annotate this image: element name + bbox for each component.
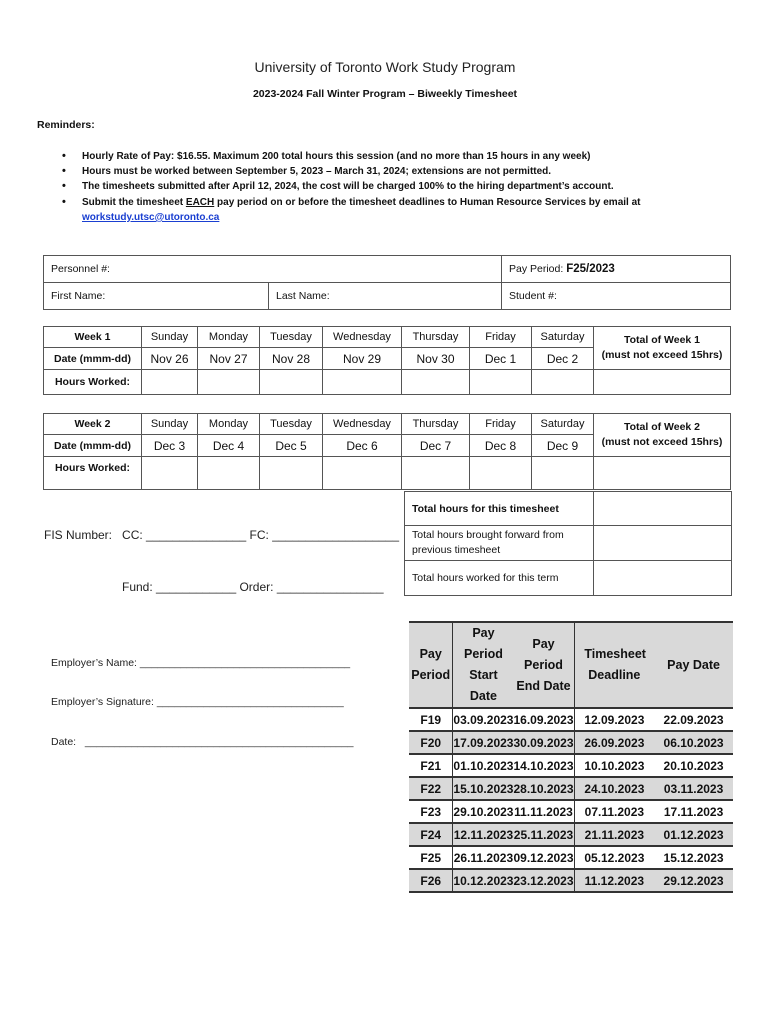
total-timesheet-label: Total hours for this timesheet xyxy=(405,492,594,526)
deadline: 05.12.2023 xyxy=(574,846,654,869)
deadline: 21.11.2023 xyxy=(574,823,654,846)
day-header: Monday xyxy=(198,327,260,348)
pay-date: 29.12.2023 xyxy=(654,869,733,892)
week-label: Week 1 xyxy=(44,327,142,348)
pay-schedule-row xyxy=(409,777,733,800)
end-date: 16.09.2023 xyxy=(513,708,574,731)
col-header-start-date xyxy=(453,622,514,708)
hours-input[interactable] xyxy=(532,370,594,395)
first-name-field[interactable] xyxy=(44,283,269,310)
personnel-info-table xyxy=(43,255,731,310)
week-total-input[interactable] xyxy=(594,457,731,490)
start-date: 17.09.2023 xyxy=(453,731,514,754)
header-text: Pay Period Start Date xyxy=(463,626,503,703)
header-text: Pay Date xyxy=(667,657,720,672)
day-header: Wednesday xyxy=(323,327,402,348)
day-header: Thursday xyxy=(402,327,470,348)
date-cell: Dec 2 xyxy=(532,348,594,370)
personnel-number-field[interactable] xyxy=(44,256,502,283)
pay-period-value: F25/2023 xyxy=(566,263,615,275)
pay-date: 03.11.2023 xyxy=(654,777,733,800)
pay-schedule-row xyxy=(409,708,733,731)
end-date: 11.11.2023 xyxy=(513,800,574,823)
term-total-input[interactable] xyxy=(594,561,732,596)
cc-field[interactable]: _______________ xyxy=(146,528,247,542)
week-total-label: Total of Week 2 xyxy=(623,421,701,433)
pay-date: 20.10.2023 xyxy=(654,754,733,777)
hours-worked-label: Hours Worked: xyxy=(44,457,142,490)
pay-date: 15.12.2023 xyxy=(654,846,733,869)
end-date: 30.09.2023 xyxy=(513,731,574,754)
pay-schedule-row xyxy=(409,800,733,823)
date-label: Date (mmm-dd) xyxy=(44,348,142,370)
day-header: Wednesday xyxy=(323,414,402,435)
date-cell: Dec 6 xyxy=(323,435,402,457)
first-name-label: First Name: xyxy=(51,290,106,302)
pay-period-code: F23 xyxy=(409,800,453,823)
start-date: 03.09.2023 xyxy=(453,708,514,731)
reminder-item-submit xyxy=(62,195,742,225)
start-date: 01.10.2023 xyxy=(453,754,514,777)
deadline: 26.09.2023 xyxy=(574,731,654,754)
date-cell: Nov 30 xyxy=(402,348,470,370)
reminder-item: • Hours must be worked between September 5, 2023 – March 31, 2024; extensions are not permitted. xyxy=(62,164,742,179)
brought-forward-input[interactable] xyxy=(594,526,732,561)
col-header-pay-period xyxy=(409,622,453,708)
employer-date-label: Date: xyxy=(51,736,77,748)
reminder-text: pay period on or before the timesheet deadlines to Human Resource Services by email at xyxy=(214,196,641,208)
day-header: Thursday xyxy=(402,414,470,435)
date-cell: Dec 9 xyxy=(532,435,594,457)
employer-date-row xyxy=(51,736,354,748)
pay-period-code: F26 xyxy=(409,869,453,892)
reminders-list xyxy=(62,149,742,225)
pay-schedule-row xyxy=(409,823,733,846)
order-field[interactable]: ________________ xyxy=(276,580,384,594)
col-header-deadline xyxy=(574,622,654,708)
date-cell: Nov 26 xyxy=(142,348,198,370)
start-date: 26.11.2023 xyxy=(453,846,514,869)
term-total-label: Total hours worked for this term xyxy=(405,561,594,596)
pay-period-code: F24 xyxy=(409,823,453,846)
pay-schedule-row xyxy=(409,846,733,869)
hours-input[interactable] xyxy=(260,457,323,490)
pay-period-code: F25 xyxy=(409,846,453,869)
student-number-field[interactable] xyxy=(502,283,731,310)
day-header: Tuesday xyxy=(260,327,323,348)
pay-date: 22.09.2023 xyxy=(654,708,733,731)
emphasis-each: EACH xyxy=(185,196,215,208)
pay-period-code: F22 xyxy=(409,777,453,800)
end-date: 23.12.2023 xyxy=(513,869,574,892)
date-cell: Dec 3 xyxy=(142,435,198,457)
document-subtitle: 2023-2024 Fall Winter Program – Biweekly Timesheet xyxy=(252,88,518,100)
week-total-header xyxy=(594,414,731,457)
date-cell: Dec 5 xyxy=(260,435,323,457)
last-name-label: Last Name: xyxy=(276,290,330,302)
date-cell: Dec 4 xyxy=(198,435,260,457)
employer-name-field[interactable]: ____________________________________ xyxy=(139,657,351,669)
pay-date: 01.12.2023 xyxy=(654,823,733,846)
date-cell: Dec 7 xyxy=(402,435,470,457)
date-cell: Nov 29 xyxy=(323,348,402,370)
hours-input[interactable] xyxy=(142,370,198,395)
hours-input[interactable] xyxy=(323,457,402,490)
pay-date: 17.11.2023 xyxy=(654,800,733,823)
pay-schedule-row xyxy=(409,869,733,892)
week-label: Week 2 xyxy=(44,414,142,435)
total-timesheet-input[interactable] xyxy=(594,492,732,526)
email-link[interactable]: workstudy.utsc@utoronto.ca xyxy=(82,211,220,223)
hours-input[interactable] xyxy=(402,370,470,395)
header-text: Timesheet Deadline xyxy=(584,647,646,682)
pay-period-code: F20 xyxy=(409,731,453,754)
fis-label: FIS Number: xyxy=(44,528,113,542)
hours-input[interactable] xyxy=(142,457,198,490)
day-header: Saturday xyxy=(532,327,594,348)
pay-schedule-table xyxy=(409,621,733,893)
date-cell: Dec 1 xyxy=(470,348,532,370)
pay-period-field[interactable] xyxy=(502,256,731,283)
employer-name-row xyxy=(51,657,350,669)
employer-signature-row xyxy=(51,696,344,708)
day-header: Friday xyxy=(470,327,532,348)
document-title: University of Toronto Work Study Program xyxy=(254,59,516,75)
week-total-header xyxy=(594,327,731,370)
brought-forward-label: Total hours brought forward from previous timesheet xyxy=(405,526,594,561)
week-total-note: (must not exceed 15hrs) xyxy=(601,349,723,361)
col-header-end-date xyxy=(513,622,574,708)
deadline: 07.11.2023 xyxy=(574,800,654,823)
last-name-field[interactable] xyxy=(269,283,502,310)
reminder-text: Submit the timesheet xyxy=(82,196,186,208)
reminder-item: • The timesheets submitted after April 12, 2024, the cost will be charged 100% to the hiring department’s account. xyxy=(62,179,742,194)
end-date: 28.10.2023 xyxy=(513,777,574,800)
pay-schedule-row xyxy=(409,731,733,754)
employer-signature-label: Employer’s Signature: xyxy=(51,696,154,708)
week-total-note: (must not exceed 15hrs) xyxy=(601,436,723,448)
fund-order-row xyxy=(122,580,384,594)
employer-date-field[interactable]: ______________________________________________ xyxy=(84,736,354,748)
day-header: Saturday xyxy=(532,414,594,435)
hours-input[interactable] xyxy=(402,457,470,490)
pay-schedule-row xyxy=(409,754,733,777)
hours-totals-table xyxy=(404,491,732,596)
personnel-label: Personnel #: xyxy=(51,263,110,275)
fc-field[interactable]: ___________________ xyxy=(272,528,399,542)
date-cell: Nov 27 xyxy=(198,348,260,370)
day-header: Sunday xyxy=(142,327,198,348)
date-cell: Nov 28 xyxy=(260,348,323,370)
pay-period-code: F21 xyxy=(409,754,453,777)
fis-number-row xyxy=(44,528,399,542)
day-header: Monday xyxy=(198,414,260,435)
deadline: 24.10.2023 xyxy=(574,777,654,800)
date-label: Date (mmm-dd) xyxy=(44,435,142,457)
cc-label: CC: xyxy=(122,528,143,542)
fc-label: FC: xyxy=(249,528,269,542)
student-number-label: Student #: xyxy=(509,290,557,302)
week-total-label: Total of Week 1 xyxy=(623,334,701,346)
fund-label: Fund: xyxy=(122,580,153,594)
hours-input[interactable] xyxy=(198,457,260,490)
order-label: Order: xyxy=(239,580,274,594)
end-date: 25.11.2023 xyxy=(513,823,574,846)
end-date: 09.12.2023 xyxy=(513,846,574,869)
start-date: 12.11.2023 xyxy=(453,823,514,846)
day-header: Sunday xyxy=(142,414,198,435)
pay-period-label: Pay Period: xyxy=(509,263,567,275)
date-cell: Dec 8 xyxy=(470,435,532,457)
day-header: Tuesday xyxy=(260,414,323,435)
week-total-input[interactable] xyxy=(594,370,731,395)
hours-worked-label: Hours Worked: xyxy=(44,370,142,395)
hours-input[interactable] xyxy=(532,457,594,490)
fund-field[interactable]: ____________ xyxy=(156,580,237,594)
employer-name-label: Employer’s Name: xyxy=(51,657,137,669)
hours-input[interactable] xyxy=(470,370,532,395)
deadline: 11.12.2023 xyxy=(574,869,654,892)
hours-input[interactable] xyxy=(470,457,532,490)
reminder-item: • Hourly Rate of Pay: $16.55. Maximum 200 total hours this session (and no more than 15 hours in any week) xyxy=(62,149,742,164)
hours-input[interactable] xyxy=(260,370,323,395)
deadline: 12.09.2023 xyxy=(574,708,654,731)
pay-period-code: F19 xyxy=(409,708,453,731)
header-text: Pay Period xyxy=(411,647,451,682)
reminders-heading: Reminders: xyxy=(37,119,95,131)
hours-input[interactable] xyxy=(323,370,402,395)
hours-input[interactable] xyxy=(198,370,260,395)
pay-date: 06.10.2023 xyxy=(654,731,733,754)
week-2-table xyxy=(43,413,731,490)
day-header: Friday xyxy=(470,414,532,435)
start-date: 10.12.2023 xyxy=(453,869,514,892)
week-1-table xyxy=(43,326,731,395)
header-text: Pay Period End Date xyxy=(516,636,571,693)
start-date: 15.10.2023 xyxy=(453,777,514,800)
start-date: 29.10.2023 xyxy=(453,800,514,823)
end-date: 14.10.2023 xyxy=(513,754,574,777)
col-header-pay-date xyxy=(654,622,733,708)
employer-signature-field[interactable]: ________________________________ xyxy=(156,696,344,708)
deadline: 10.10.2023 xyxy=(574,754,654,777)
